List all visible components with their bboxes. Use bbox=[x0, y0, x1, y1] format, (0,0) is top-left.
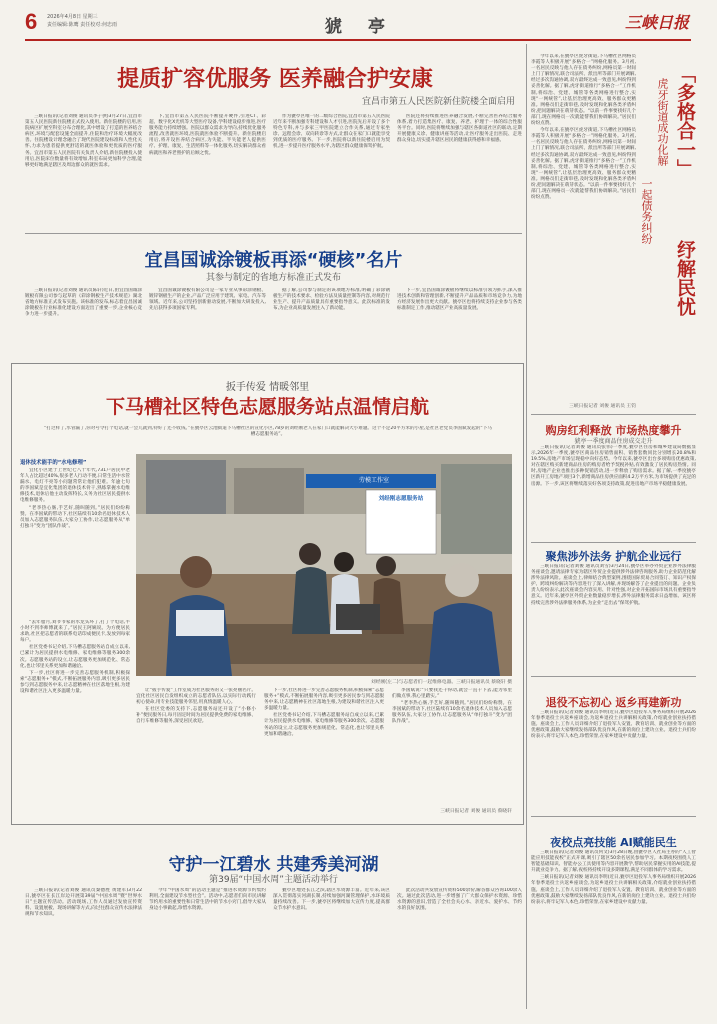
article-water-col1: 三峡日报讯(记者刘俊 通讯员秦德胜 黄建军)3月22日,猇亭区在长江岸边开展第39届“中国水周”暨“世界水日”主题宣传活动。活动现场,工作人员通过发放宣传资料、设置展板、现场讲解等方式,向过往群众宣传水法律法规和节水知识。 bbox=[25, 888, 142, 918]
article-steel-subhead: 其参与制定的省地方标准正式发布 bbox=[205, 273, 341, 283]
article-water-col4: 此次活动共发放宣传资料500余份,解答群众咨询100余人次。通过此次活动,进一步增强了广大群众保护水资源、珍惜水资源的意识,营造了全社会关心水、亲近水、爱护水、节约水的良好氛围。 bbox=[397, 888, 522, 912]
divider-1 bbox=[25, 233, 522, 234]
article-volunteer-body-g: 下一步,社区将进一步完善志愿服务机制,积极探索“志愿服务+”模式,不断拓展服务内容,吸引更多居民参与到志愿服务中来,让志愿精神在社区落地生根,为建设和谐社区注入更多温暖力量。 社区党委书记介绍,下马槽志愿服务站自成立以来,已累计为居民提供水电维修、家电维修等服务300余次。志愿服务站的设立,让志愿服务更加规范化、常态化,也让邻里关系更加和谐融洽。 bbox=[264, 688, 384, 737]
sidebar-rule-2 bbox=[531, 542, 696, 543]
article-hospital-col1: 三峡日报讯(记者刘俊 通讯员李子供)3月27日,宜昌市第五人民医院新住院楼正式投入使用。新住院楼的启用,医院病区扩展至科室分布合理化,其中增设了打造的医养结合病区,环境与配套设施全面提升,住院和治疗环境大幅度改善。住院楼设计理念融合了现代医院建设标准和人性化关怀,力求为患者提供更舒适的就医体验和更优质的医疗服务。宜昌市第五人民医院有关负责人介绍,新住院楼投入使用后,医院床位数量将有效增加,科室布局更加科学合理,能够更好地满足辖区及周边群众的就医需求。 bbox=[25, 114, 142, 168]
article-hospital-col4: 医院还将持续推进医养融合发展,不断完善医养结合服务体系,着力打造集医疗、康复、养老、护理于一体的综合性服务平台。同时,医院将继续加强与辖区各街道社区的联动,定期开展健康义诊、健康讲座等活动,让医疗服务走出医院、走进群众身边,切实提升辖区居民的健康获得感和幸福感。 bbox=[397, 114, 522, 144]
sidebar-veterans-headline: 退役不忘初心 返乡再建新功 bbox=[545, 696, 682, 709]
article-volunteer-credit: 三峡日报记者 刘俊 通讯员 蔡晓轩 bbox=[440, 809, 512, 814]
article-hospital-col2: 下,宜昌市第五人民医院不断提升硬件,引进CT、彩超、数字化X光机等大型医疗设备,学科建设稳步推进,医疗服务能力持续增强。医院以群众需求为导向,持续优化服务流程,改善就医环境,医院就医体验不断提升。新住院楼启用后,将开设医养结合病区,为失能、半失能老人提供医疗、护理、康复、生活照料等一体化服务,切实解决群众看病就医和养老照护的后顾之忧。 bbox=[149, 114, 266, 156]
sidebar-housing-body: 三峡日报讯(记者刘俊 通讯员张伟)一季度,猇亭区住房和城乡建设局数据显示,2026年一季度,猇亭区商品住房销售面积、销售套数同比分别增长20.8%和19.5%,房地产市场呈现稳中向好态势。今年以来,猇亭区出台多项购房优惠政策,对在辖区购买新建商品住房的购房者给予契税补贴,有效激发了居民购房热情。同时,房地产企业也推出多种促销活动,进一步释放了购房需求。据了解,一季度猇亭区新开工房地产项目3个,新增商品住房供应面积4.2万平方米,为市场提供了充足的房源。下一步,该区将继续落实好各项支持政策,促进房地产市场平稳健康发展。 bbox=[531, 445, 696, 487]
sidebar bbox=[531, 44, 696, 1009]
sidebar-rule-4 bbox=[531, 816, 696, 817]
article-volunteer-body-a: 宜化小区建于上世纪七八十年代,731户居民中老年人占比超过40%,很多老人行动不便,日常生活中水管漏水、电灯不亮等小问题常常让他们犯难。年逾七旬的李国斌是宜化集团的退休技术骨干,熟练掌握水电维修技术,退休后他主动发挥特长,义务为社区居民提供水电维修服务。 “老李热心肠,手艺好,随叫随到。”居民们纷纷称赞。在李国斌的带动下,社区陆续有10余名退休技术人员加入志愿服务队伍,大家分工协作,让志愿服务从“单打独斗”变为“团队作战”。 bbox=[20, 468, 130, 529]
article-volunteer-kicker: 扳手传爱 情暖邻里 bbox=[225, 382, 310, 393]
article-steel-col1: 三峡日报讯(记者刘俊 通讯员陈轩)近日,由宜昌国诚涂镀板有限公司参与起草的《彩涂钢板生产技术规范》湖北省地方标准正式发布实施。该标准的发布,标志着宜昌国诚涂镀板在行业标准化建设方面迈出了重要一步,企业核心竞争力进一步提升。 bbox=[25, 288, 142, 318]
article-steel-headline: 宜昌国诚涂镀板再添“硬核”名片 bbox=[144, 250, 403, 271]
masthead bbox=[25, 8, 691, 42]
article-volunteer-body-f: 让“扳手传爱”工作室成为社区服务的又一张亮丽名片。宜化社区居民自发组织成立的志愿者队伍,以实际行动践行初心使命,用专业技能服务邻里,用真情温暖人心。 在社区党委的支持下,志愿服务站还开设了“小修小补”便民服务日,每月固定时间为居民提供免费的家电维修、自行车维修等服务,深受居民欢迎。 bbox=[136, 688, 256, 725]
volunteer-photo-caption: 刘经刚(左二)与志愿者们一起维修电器。三峡日报通讯员 蔡晓轩 摄 bbox=[370, 680, 512, 685]
sidebar-lead-body: 今年以来,在猇亭区虎牙街道,下马槽社区网格员李霞等人积极开展“多格合一”网格化服务。3月初,一名居民反映与他人存在债务纠纷,网格员第一时间上门了解情况,联合司法所、派出所等部门开展调解,经过多次沟通协调,双方最终达成一致意见,纠纷得到妥善化解。据了解,虎牙街道推行“多格合一”工作机制,将综治、党建、城管等各类网格进行整合,实现“一网统管”,让基层治理更高效、服务群众更精准。网格员们走街串巷,及时发现和化解各类矛盾纠纷,把问题解决在萌芽状态。“以前一件事要找好几个部门,现在网格员一次就能帮我们协调解决。”居民们纷纷点赞。 今年以来,在猇亭区虎牙街道,下马槽社区网格员李霞等人积极开展“多格合一”网格化服务。3月初,一名居民反映与他人存在债务纠纷,网格员第一时间上门了解情况,联合司法所、派出所等部门开展调解,经过多次沟通协调,双方最终达成一致意见,纠纷得到妥善化解。据了解,虎牙街道推行“多格合一”工作机制,将综治、党建、城管等各类网格进行整合,实现“一网统管”,让基层治理更高效、服务群众更精准。网格员们走街串巷,及时发现和化解各类矛盾纠纷,把问题解决在萌芽状态。“以前一件事要找好几个部门,现在网格员一次就能帮我们协调解决。”居民们纷纷点赞。 bbox=[531, 54, 636, 201]
sidebar-veterans-body: 三峡日报讯(记者刘俊 通讯员李明)近日,猇亭区退役军人事务局组织开展2026年春季退役士兵返乡座谈会,为返乡退役士兵讲解相关政策,介绍就业创业扶持措施。座谈会上,工作人员详细介绍了退役军人安置、教育培训、就业创业等方面的优惠政策,鼓励大家继续发扬部队优良作风,在新的岗位上建功立业。退役士兵们纷纷表示,将牢记军人本色,珍惜荣誉,在家乡建设中贡献力量。 bbox=[531, 710, 696, 740]
sidebar-ai-school-body: 三峡日报讯(记者刘俊 通讯员何文)3月28日晚,由猇亭区人社局主办的“人工智能应用技能夜校”正式开课,吸引了辖区50余名居民参加学习。本期夜校围绕人工智能基础知识、智能办公工具使用等内容开展教学,帮助居民掌握实用的AI技能,提升就业竞争力。据了解,夜校将持续开设多期课程,满足不同群体的学习需求。 三峡日报讯(记者刘俊 通讯员李明)近日,猇亭区退役军人事务局组织开展2026年春季退役士兵返乡座谈会,为返乡退役士兵讲解相关政策,介绍就业创业扶持措施。座谈会上,工作人员详细介绍了退役军人安置、教育培训、就业创业等方面的优惠政策,鼓励大家继续发扬部队优良作风,在新的岗位上建功立业。退役士兵们纷纷表示,将牢记军人本色,珍惜荣誉,在家乡建设中贡献力量。 bbox=[531, 850, 696, 905]
article-hospital bbox=[25, 44, 522, 230]
article-hospital-subhead: 宜昌市第五人民医院新住院楼全面启用 bbox=[361, 97, 515, 107]
volunteer-photo bbox=[136, 454, 512, 676]
article-water-subhead: 第39届“中国水周”主题活动举行 bbox=[209, 875, 338, 885]
sidebar-housing-subhead: 猇亭一季度商品住房成交走升 bbox=[574, 438, 653, 445]
article-volunteer-intro: “打过样了,水管漏了,你对号令打个电话,就一会儿就到,特好了还不收钱。”在猇亭区云池街道下马槽社区的宣化小区,78岁的刘经刚老人在家门口就能解决大小难题。这个不足20平方米的小屋,是社区老党员李国斌发起的“下马槽志愿服务站”。 bbox=[44, 426, 492, 437]
sidebar-lead-vertical-1: 「多格合一」 bbox=[674, 64, 696, 178]
article-volunteer-box bbox=[11, 363, 524, 825]
sidebar-law-headline: 聚焦涉外法务 护航企业远行 bbox=[545, 550, 682, 563]
article-water-headline: 守护一江碧水 共建秀美河湖 bbox=[168, 855, 379, 875]
photo-sign-blue: 劳模工作室 bbox=[358, 477, 389, 484]
sidebar-lead-vertical-2: 虎牙街道成功化解 bbox=[656, 78, 669, 166]
article-water-col3: 猇亭区地处长江之滨,辖区水资源丰富。近年来,该区深入贯彻落实河湖长制,持续加强河湖管理保护,水环境质量持续改善。下一步,猇亭区将继续加大宣传力度,提高群众节水护水意识。 bbox=[273, 888, 390, 912]
article-volunteer-body-h: 李国斌说:“只要我还干得动,就会一直干下去,能为邻里们做点事,我心里踏实。” “老李热心肠,手艺好,随叫随到。”居民们纷纷称赞。在李国斌的带动下,社区陆续有10余名退休技术人员加入志愿服务队伍,大家分工协作,让志愿服务从“单打独斗”变为“团队作战”。 bbox=[392, 688, 512, 725]
sidebar-rule-3 bbox=[531, 676, 696, 677]
page-number: 6 bbox=[25, 9, 38, 34]
date-line: 2026年4月8日 星期三 bbox=[47, 14, 98, 20]
article-hospital-headline: 提质扩容优服务 医养融合护安康 bbox=[117, 67, 433, 92]
sidebar-lead-credit: 三峡日报记者 刘俊 通讯员 王钧 bbox=[569, 404, 636, 409]
volunteer-photo-scene bbox=[136, 454, 512, 676]
sidebar-housing-headline: 购房红利释放 市场热度攀升 bbox=[545, 424, 682, 437]
article-volunteer-body-c: “去年腊月,刘爷爷家的水龙头坏了,打了个电话,半小时不到李师傅就来了。”居民王阿姨说。为方便居民求助,社区把志愿者的联系电话印成便民卡,发放到每家每户。 社区党委书记介绍,下马槽志愿服务站自成立以来,已累计为居民提供水电维修、家电维修等服务300余次。志愿服务站的设立,让志愿服务更加规范化、常态化,也让邻里关系更加和谐融洽。 下一步,社区将进一步完善志愿服务机制,积极探索“志愿服务+”模式,不断拓展服务内容,吸引更多居民参与到志愿服务中来,让志愿精神在社区落地生根,为建设和谐社区注入更多温暖力量。 bbox=[20, 620, 130, 695]
sidebar-lead-vertical-3: 一起债务纠纷 bbox=[640, 178, 653, 244]
masthead-divider bbox=[25, 39, 691, 41]
sidebar-rule-1 bbox=[531, 414, 696, 415]
editor-line: 责任编辑:陈鹰 责任校对:何忠雨 bbox=[47, 22, 117, 28]
article-steel-col4: 下一步,宜昌国诚涂镀板将继续以标准引领为抓手,深入推进技术创新和管理创新,不断提升产品品质和市场竞争力,为地方经济发展作出更大贡献。猇亭区也将持续支持企业参与各类标准制定工作,推动辖区产业高质量发展。 bbox=[397, 288, 522, 312]
sidebar-divider bbox=[526, 44, 527, 1009]
sidebar-lead-vertical-4: 纾解民忧 bbox=[674, 240, 696, 316]
article-steel bbox=[25, 236, 522, 356]
article-volunteer-headline: 下马槽社区特色志愿服务站点温情启航 bbox=[105, 396, 429, 418]
article-steel-col3: 据了解,公司参与制定的该项地方标准,明确了彩涂钢板生产的技术要求、检验方法及质量控制等内容,对规范行业生产、提升产品质量具有重要指导意义。此次标准的发布,为企业高质量发展注入了新动能。 bbox=[273, 288, 390, 312]
article-steel-col2: 宜昌国诚涂镀板有限公司是一家专业从事彩涂钢板、镀锌钢板生产的企业,产品广泛应用于建筑、家电、汽车等领域。近年来,公司坚持创新驱动发展,不断加大研发投入,先后获得多项国家专利。 bbox=[149, 288, 266, 312]
section-title: 猇 亭 bbox=[325, 17, 395, 37]
sidebar-law-body: 三峡日报讯(记者刘俊 通讯员刘雪)3月24日,猇亭区举办外贸企业涉外法律服务座谈会,邀请法律专家为辖区外贸企业提供涉外法律咨询服务,助力企业防范化解涉外法律风险。座谈会上,律师结合典型案例,围绕国际贸易合同签订、知识产权保护、跨境纠纷解决等内容进行了深入讲解,并现场解答了企业提出的问题。企业负责人纷纷表示,此次座谈会内容实用、针对性强,对企业开拓国际市场具有重要指导意义。近年来,猇亭区外贸企业数量稳步增长,涉外法律服务需求日益增加。该区将持续完善涉外法律服务体系,为企业“走出去”保驾护航。 bbox=[531, 564, 696, 606]
article-water-col2: 今年“中国水周”的活动主题是“推进水资源节约集约利用,全面建设节水型社会”。活动中,志愿者们向市民讲解节约用水的重要性和日常生活中的节水小窍门,倡导大家从身边小事做起,珍惜水资源。 bbox=[149, 888, 266, 912]
article-hospital-col3: 作为猇亭区唯一的二级综合医院,宜昌市第五人民医院近年来不断加强专科建设和人才引进,医院先后开设了多个特色专科,并与多家三甲医院建立合作关系,通过专家坐诊、远程会诊、双向转诊等方式,让群众在家门口就能享受到优质的医疗服务。下一步,医院将以新住院楼启用为契机,进一步提升医疗服务水平,为辖区群众健康保驾护航。 bbox=[273, 114, 390, 150]
article-volunteer-subtitle: 退休技术能手的“水电修理” bbox=[20, 460, 87, 466]
paper-logo: 三峡日报 bbox=[625, 13, 690, 32]
photo-sign-white: 刘经刚志愿服务站 bbox=[378, 496, 424, 502]
article-water bbox=[25, 830, 522, 1010]
sidebar-ai-school-headline: 夜校点亮技能 AI赋能民生 bbox=[550, 836, 677, 849]
